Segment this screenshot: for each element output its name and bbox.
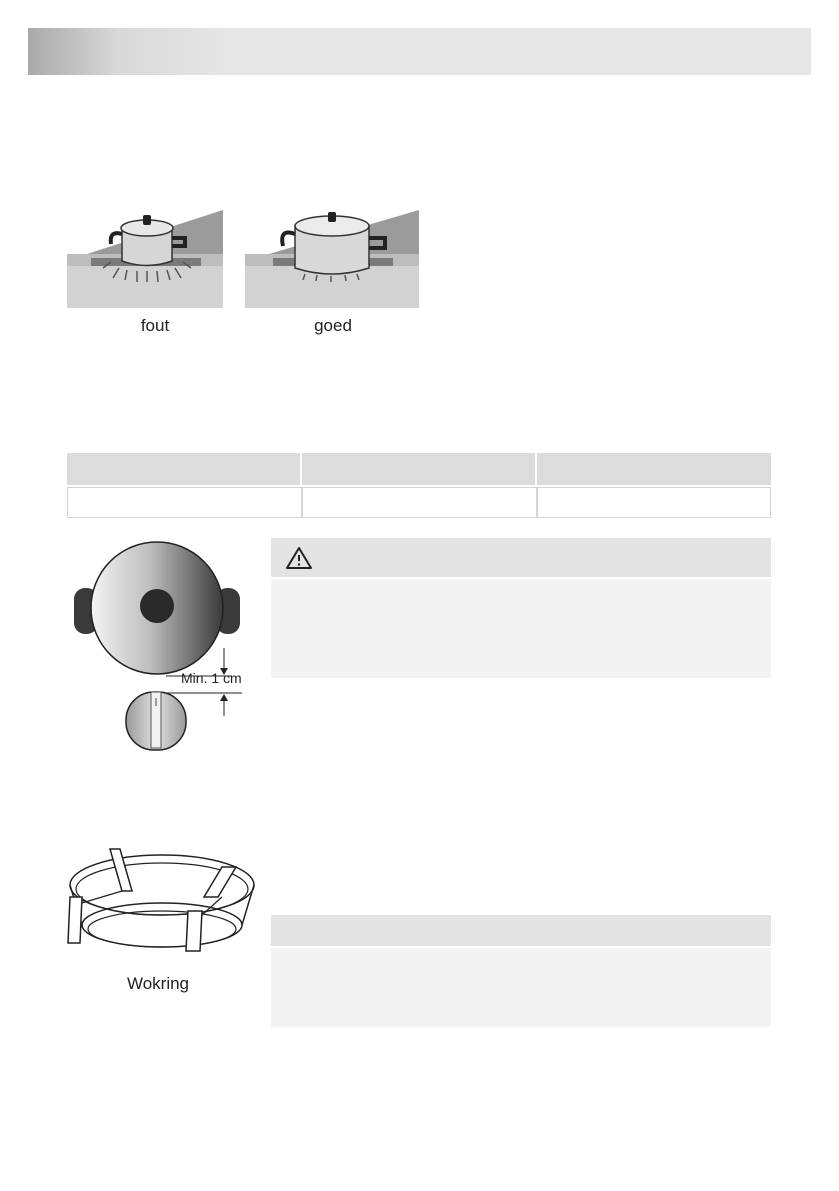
table-cell (67, 487, 302, 518)
info-panel-body (271, 948, 771, 1027)
table-cell (537, 487, 771, 518)
table-cell (302, 487, 537, 518)
info-panel-header (271, 915, 771, 946)
table-row (67, 487, 771, 518)
pot-right-illustration (245, 206, 419, 308)
wok-clearance-illustration (72, 540, 252, 752)
warning-panel-header (271, 538, 771, 577)
pot-wrong-illustration (67, 206, 223, 308)
pot-right-caption: goed (314, 316, 352, 335)
pot-wrong-caption: fout (140, 316, 170, 335)
wok-ring-caption: Wokring (126, 974, 190, 993)
wok-ring-illustration (62, 845, 262, 957)
warning-panel-body (271, 579, 771, 678)
warning-triangle-icon (285, 546, 313, 570)
section-header-bar (28, 28, 811, 75)
table-header-cell (302, 453, 535, 485)
table-header-cell (537, 453, 771, 485)
table-header-cell (67, 453, 300, 485)
min-clearance-label: Min. 1 cm (181, 670, 242, 686)
table-header (67, 453, 771, 485)
